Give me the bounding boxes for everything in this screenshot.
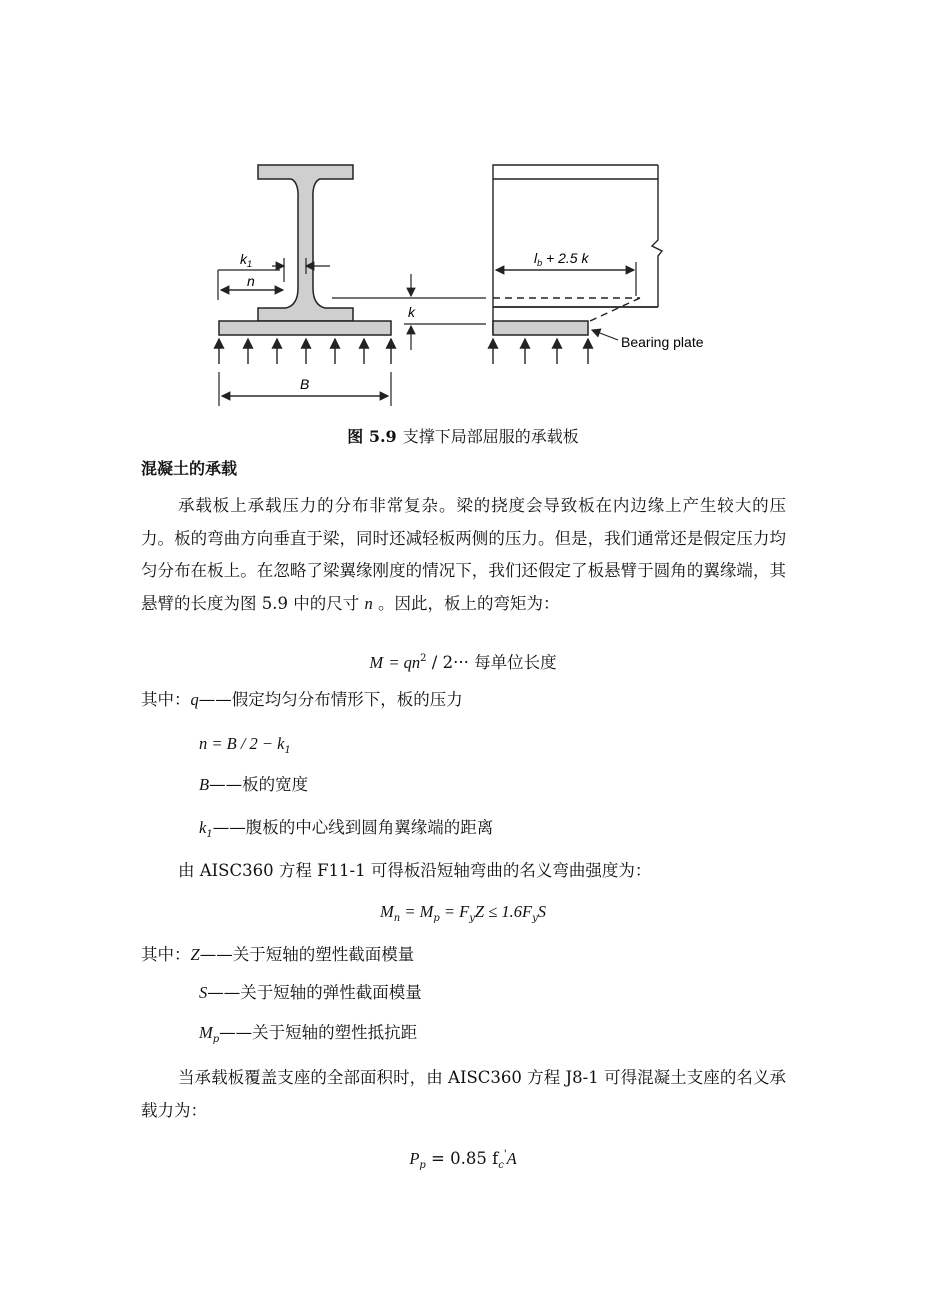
label-lb: $l_b + 2.5$ k [534, 250, 589, 268]
equation-moment: $M = qn^2 / 2\cdot\cdot\cdot$ 每单位长度 [369, 653, 557, 672]
equation-strength: $M_n = M_p = F_yZ \le 1.6F_yS$ [380, 902, 546, 924]
def-n: $n = B / 2 - k_1$ [199, 734, 291, 756]
caption-number: 图 5.9 [347, 427, 397, 446]
def-B: B——板的宽度 [199, 775, 309, 794]
paragraph-3: 当承载板覆盖支座的全部面积时，由 AISC360 方程 J8-1 可得混凝土支座的名义承载力为： [141, 1068, 786, 1120]
bearing-plate-figure [0, 0, 926, 420]
label-k: k [408, 304, 415, 320]
bearing-plate-right [493, 321, 588, 335]
paragraph-2: 由 AISC360 方程 F11-1 可得板沿短轴弯曲的名义弯曲强度为： [178, 861, 652, 880]
equation-bearing: $P_p = 0.85$ $f_c'A$ [409, 1149, 517, 1171]
label-n: n [247, 273, 255, 289]
def-k1: $k_1——$腹板的中心线到圆角翼缘端的距离 [199, 818, 494, 840]
pressure-arrows-right [493, 339, 588, 364]
where-Z: 其中：Z——关于短轴的塑性截面模量 [141, 945, 415, 964]
pressure-arrows-left [219, 339, 391, 364]
label-bearing-plate: Bearing plate [621, 334, 704, 350]
where-q: 其中：q——假定均匀分布情形下，板的压力 [141, 690, 463, 709]
caption-text: 支撑下局部屈服的承载板 [402, 427, 579, 446]
def-Mp: $M_p——$关于短轴的塑性抵抗距 [199, 1023, 418, 1045]
def-S: S——关于短轴的弹性截面模量 [199, 983, 422, 1002]
figure-caption [0, 424, 926, 447]
section-heading: 混凝土的承载 [141, 459, 238, 478]
label-B: B [300, 376, 310, 392]
base-plate-left [219, 321, 391, 335]
label-k1: $k_1$ [240, 251, 253, 269]
paragraph-1: 承载板上承载压力的分布非常复杂。梁的挠度会导致板在内边缘上产生较大的压力。板的弯曲方向垂直于梁，同时还减轻板两侧的压力。但是，我们通常还是假定压力均匀分布在板上。在忽略了梁翼缘刚度的情况下，我们还假定了板悬臂于圆角的翼缘端，其悬臂的长度为图 5.9 中的尺寸 n 。因此，板上的弯矩为： [141, 496, 786, 613]
